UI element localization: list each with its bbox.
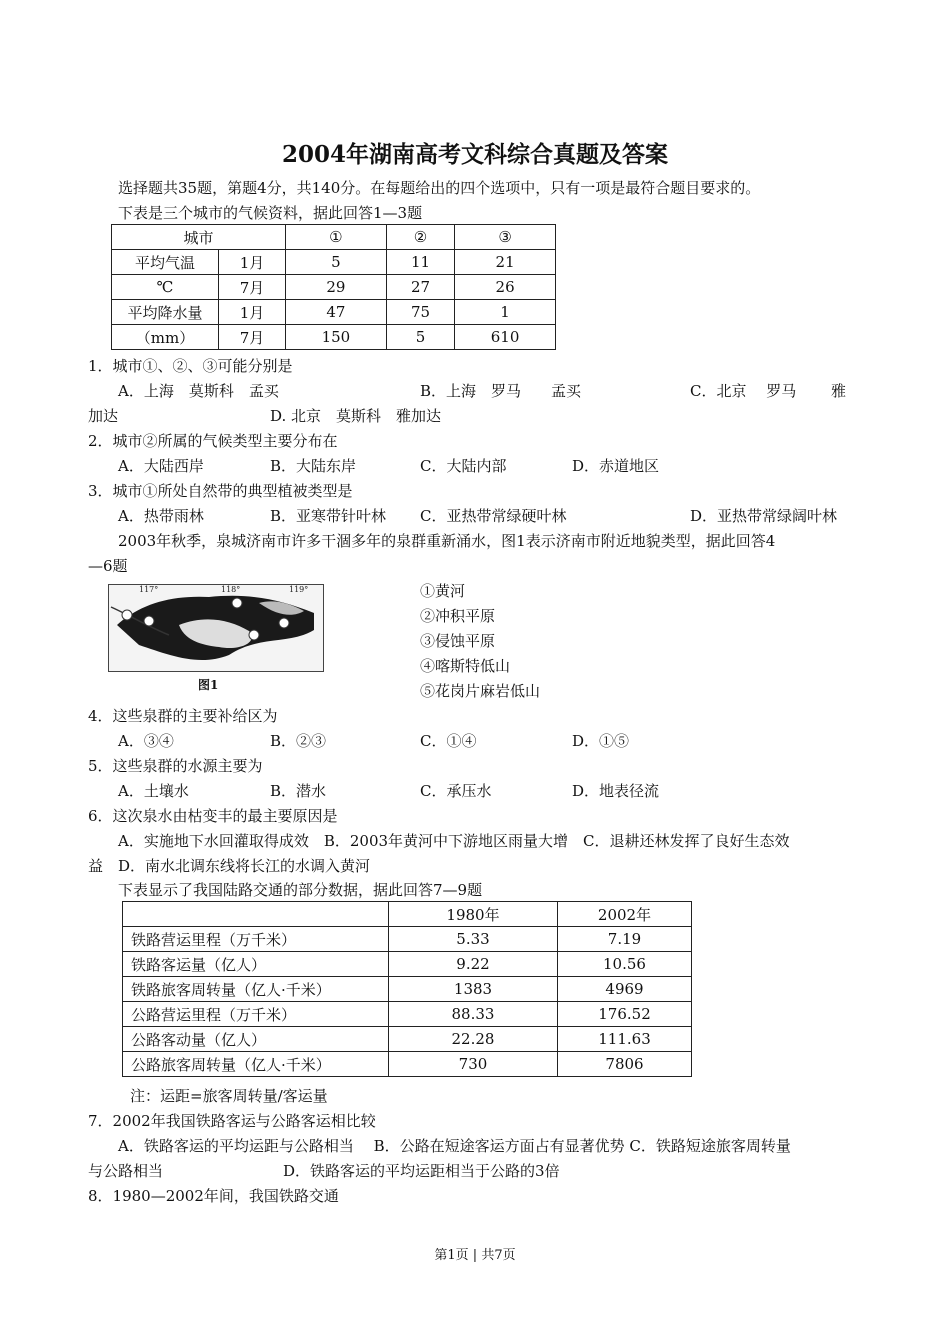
table-row [123, 902, 692, 927]
table-cell: 610 [455, 325, 556, 350]
table-cell: 22.28 [389, 1027, 558, 1052]
option-4d: D．①⑤ [572, 732, 630, 750]
option-3b: B．亚寒带针叶林 [270, 507, 387, 525]
table-row [123, 952, 692, 977]
table-header: ③ [455, 225, 556, 250]
table-cell: 27 [386, 275, 454, 300]
table-note: 注：运距=旅客周转量/客运量 [130, 1087, 328, 1105]
question-5: 5．这些泉群的水源主要为 [88, 757, 263, 775]
map-lon-119: 119° [289, 585, 309, 594]
table-header: 城市 [112, 225, 286, 250]
page-footer: 第1页 | 共7页 [434, 1248, 516, 1263]
option-2b: B．大陆东岸 [270, 457, 357, 475]
option-1a: A．上海 莫斯科 孟买 [118, 382, 279, 400]
legend-item: ①黄河 [420, 582, 466, 600]
legend-item: ④喀斯特低山 [420, 657, 511, 675]
table-cell: 4969 [558, 977, 692, 1002]
table-header: 2002年 [558, 902, 692, 927]
option-5b: B．潜水 [270, 782, 327, 800]
row-label: 铁路客运量（亿人） [123, 952, 389, 977]
row-label: ℃ [112, 275, 219, 300]
passage-2: 2003年秋季，泉城济南市许多干涸多年的泉群重新涌水，图1表示济南市附近地貌类型，据此回答4 [118, 532, 776, 550]
table-cell: 5 [386, 325, 454, 350]
table-row [112, 325, 556, 350]
table-cell: 1 [455, 300, 556, 325]
question-7: 7．2002年我国铁路客运与公路客运相比较 [88, 1112, 376, 1130]
table-row [123, 977, 692, 1002]
table-row [123, 1002, 692, 1027]
table-row [112, 225, 556, 250]
option-3a: A．热带雨林 [118, 507, 204, 525]
legend-item: ⑤花岗片麻岩低山 [420, 682, 541, 700]
option-2d: D．赤道地区 [572, 457, 660, 475]
question-8: 8．1980—2002年间，我国铁路交通 [88, 1187, 339, 1205]
table-cell: 176.52 [558, 1002, 692, 1027]
row-label: 铁路旅客周转量（亿人·千米） [123, 977, 389, 1002]
row-label: 公路营运里程（万千米） [123, 1002, 389, 1027]
table-row [123, 927, 692, 952]
table-cell: 5 [286, 250, 387, 275]
table-row [112, 275, 556, 300]
table-row [112, 300, 556, 325]
options-7-line2: 与公路相当 D．铁路客运的平均运距相当于公路的3倍 [88, 1162, 560, 1180]
table-cell: 10.56 [558, 952, 692, 977]
table-cell: 1383 [389, 977, 558, 1002]
question-1: 1．城市①、②、③可能分别是 [88, 357, 293, 375]
option-3d: D．亚热带常绿阔叶林 [690, 507, 838, 525]
question-3: 3．城市①所处自然带的典型植被类型是 [88, 482, 353, 500]
table1-intro: 下表是三个城市的气候资料，据此回答1—3题 [118, 204, 423, 222]
table-header: ① [286, 225, 387, 250]
table-cell: 47 [286, 300, 387, 325]
question-2: 2．城市②所属的气候类型主要分布在 [88, 432, 338, 450]
legend-item: ③侵蚀平原 [420, 632, 496, 650]
table-row [112, 250, 556, 275]
table-cell: 7.19 [558, 927, 692, 952]
option-1c: C．北京 罗马 雅 [690, 382, 847, 400]
option-2c: C．大陆内部 [420, 457, 507, 475]
table-row [123, 1052, 692, 1077]
table2-intro: 下表显示了我国陆路交通的部分数据，据此回答7—9题 [118, 881, 483, 899]
month-cell: 1月 [219, 250, 286, 275]
map-lon-118: 118° [221, 585, 241, 594]
passage-2-cont: —6题 [88, 557, 128, 575]
question-6: 6．这次泉水由枯变丰的最主要原因是 [88, 807, 338, 825]
table-cell: 29 [286, 275, 387, 300]
question-4: 4．这些泉群的主要补给区为 [88, 707, 278, 725]
table-row [123, 1027, 692, 1052]
option-4c: C．①④ [420, 732, 477, 750]
table-header: ② [386, 225, 454, 250]
table-cell: 26 [455, 275, 556, 300]
option-5a: A．土壤水 [118, 782, 189, 800]
legend-item: ②冲积平原 [420, 607, 496, 625]
page-title: 2004年湖南高考文科综合真题及答案 [281, 141, 668, 168]
option-1c-cont: 加达 [88, 407, 119, 425]
options-6-line2: 益 D．南水北调东线将长江的水调入黄河 [88, 857, 371, 875]
option-4b: B．②③ [270, 732, 327, 750]
table-header: 1980年 [389, 902, 558, 927]
month-cell: 7月 [219, 275, 286, 300]
option-1b: B．上海 罗马 孟买 [420, 382, 582, 400]
option-3c: C．亚热带常绿硬叶林 [420, 507, 567, 525]
row-label: 公路旅客周转量（亿人·千米） [123, 1052, 389, 1077]
row-label: 平均降水量 [112, 300, 219, 325]
table-cell: 75 [386, 300, 454, 325]
option-5c: C．承压水 [420, 782, 492, 800]
table-cell: 150 [286, 325, 387, 350]
table-cell: 111.63 [558, 1027, 692, 1052]
map-caption: 图1 [198, 678, 219, 692]
option-2a: A．大陆西岸 [118, 457, 204, 475]
option-5d: D．地表径流 [572, 782, 660, 800]
map-figure [109, 585, 323, 671]
option-4a: A．③④ [118, 732, 174, 750]
climate-table [111, 224, 556, 350]
options-6-line1: A．实施地下水回灌取得成效 B．2003年黄河中下游地区雨量大增 C．退耕还林发挥了良好生态效 [118, 832, 790, 850]
row-label: 公路客动量（亿人） [123, 1027, 389, 1052]
transport-table [122, 901, 692, 1077]
month-cell: 1月 [219, 300, 286, 325]
row-label: 平均气温 [112, 250, 219, 275]
table-cell: 11 [386, 250, 454, 275]
table-cell: 5.33 [389, 927, 558, 952]
table-cell: 9.22 [389, 952, 558, 977]
table-header-blank [123, 902, 389, 927]
row-label: 铁路营运里程（万千米） [123, 927, 389, 952]
table-cell: 730 [389, 1052, 558, 1077]
month-cell: 7月 [219, 325, 286, 350]
row-label: （mm） [112, 325, 219, 350]
table-cell: 7806 [558, 1052, 692, 1077]
instructions: 选择题共35题，第题4分，共140分。在每题给出的四个选项中，只有一项是最符合题目要求的。 [118, 179, 761, 197]
option-1d: D. 北京 莫斯科 雅加达 [270, 407, 442, 425]
options-7-line1: A．铁路客运的平均运距与公路相当 B．公路在短途客运方面占有显著优势 C．铁路短途旅客周转量 [118, 1137, 791, 1155]
table-cell: 88.33 [389, 1002, 558, 1027]
map-lon-117: 117° [139, 585, 159, 594]
table-cell: 21 [455, 250, 556, 275]
landform-map [108, 584, 324, 672]
